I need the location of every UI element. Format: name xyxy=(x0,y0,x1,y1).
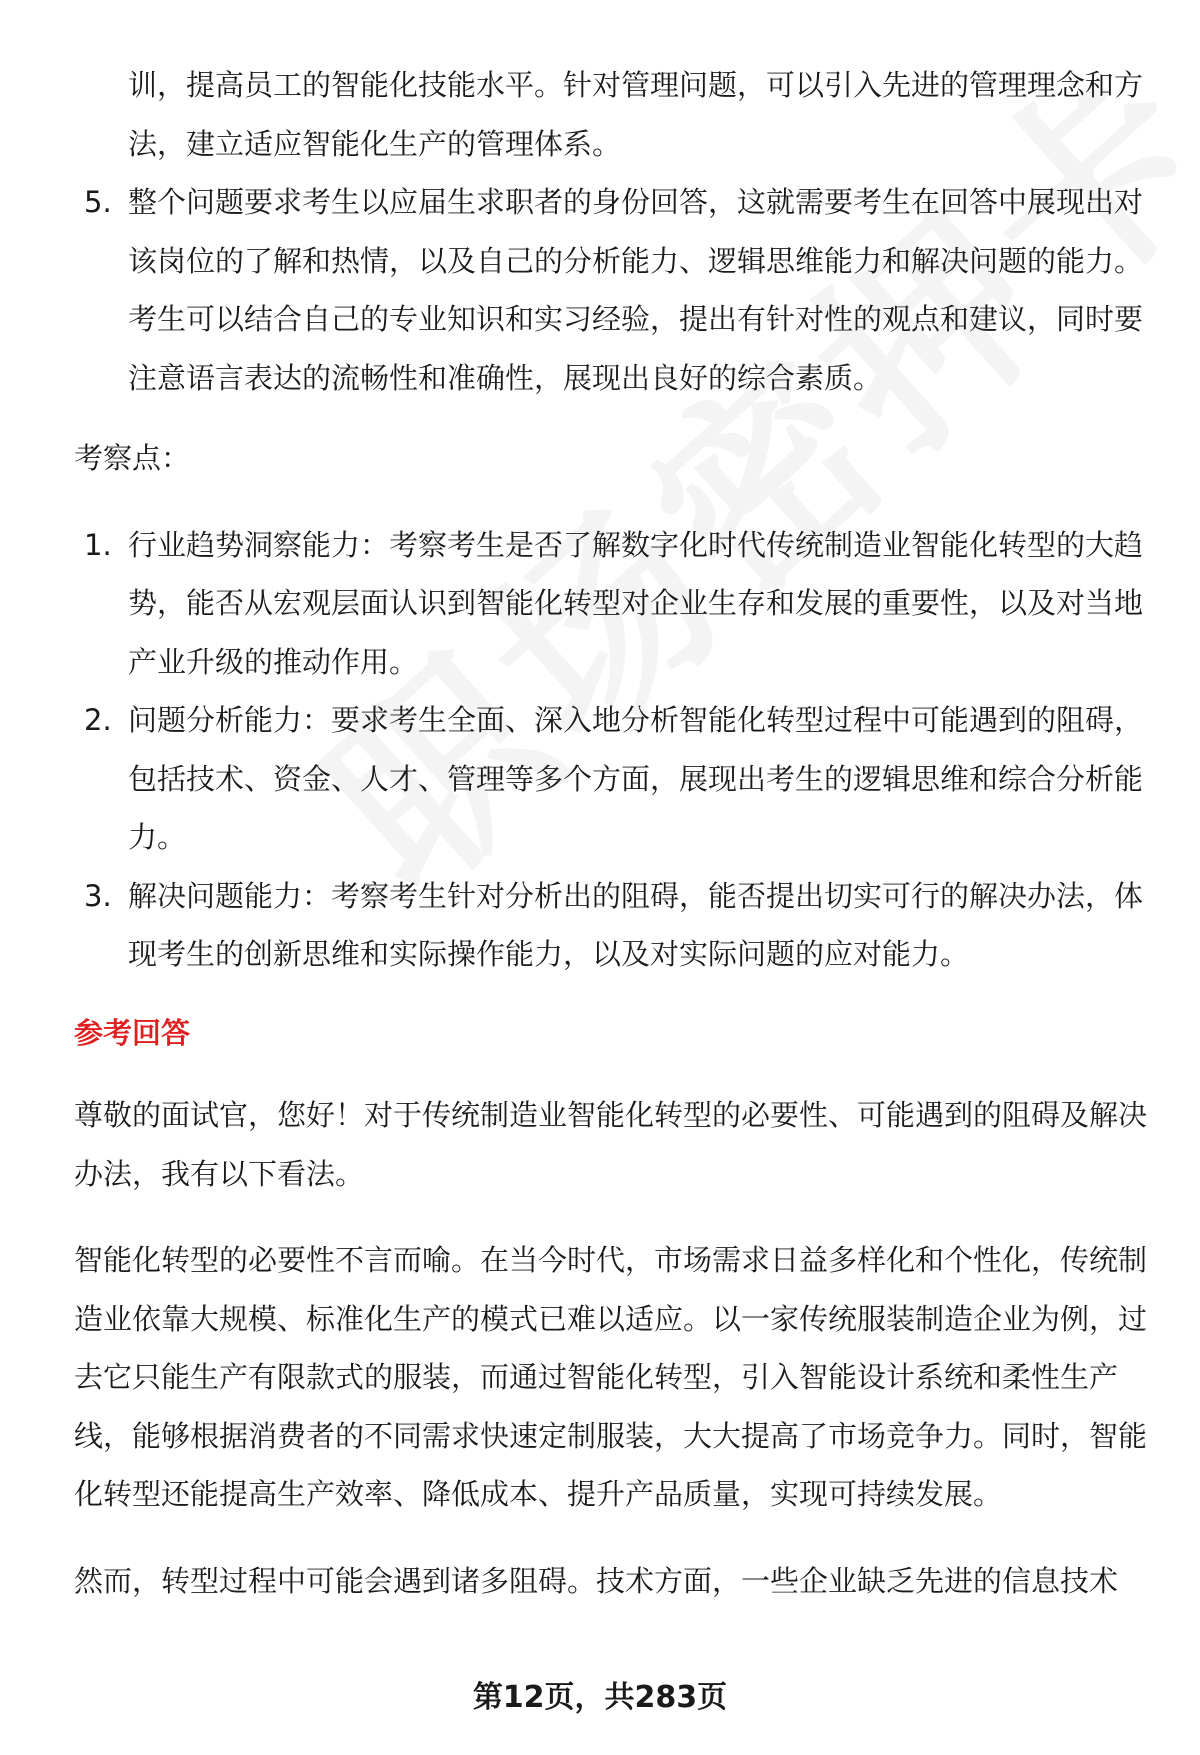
section-label-assessment: 考察点： xyxy=(74,441,191,475)
list-item-4-continuation: 训，提高员工的智能化技能水平。针对管理问题，可以引入先进的管理理念和方法，建立适应智能化生产的管理体系。 xyxy=(128,68,1144,161)
list-item xyxy=(74,691,1150,867)
list-text: 行业趋势洞察能力：考察考生是否了解数字化时代传统制造业智能化转型的大趋势，能否从宏观层面认识到智能化转型对企业生存和发展的重要性，以及对当地产业升级的推动作用。 xyxy=(128,527,1144,679)
list-item xyxy=(74,867,1150,984)
list-item-5 xyxy=(74,173,1150,407)
list-number: 3. xyxy=(84,878,112,913)
list-number: 2. xyxy=(84,703,112,737)
answer-paragraph: 智能化转型的必要性不言而喻。在当今时代，市场需求日益多样化和个性化，传统制造业依靠大规模、标准化生产的模式已难以适应。以一家传统服装制造企业为例，过去它只能生产有限款式的服装，而通过智能化转型，引入智能设计系统和柔性生产线，能够根据消费者的不同需求快速定制服装，大大提高了市场竞争力。同时，智能化转型还能提高生产效率、降低成本、提升产品质量，实现可持续发展。 xyxy=(74,1243,1148,1511)
list-item xyxy=(74,516,1150,692)
page-footer: 第12页，共283页 xyxy=(472,1680,728,1715)
document-content xyxy=(74,56,1150,1610)
list-text: 问题分析能力：要求考生全面、深入地分析智能化转型过程中可能遇到的阻碍，包括技术、资金、人才、管理等多个方面，展现出考生的逻辑思维和综合分析能力。 xyxy=(128,703,1144,854)
list-number: 1. xyxy=(84,527,112,562)
list-text: 整个问题要求考生以应届生求职者的身份回答，这就需要考生在回答中展现出对该岗位的了解和热情，以及自己的分析能力、逻辑思维能力和解决问题的能力。考生可以结合自己的专业知识和实习经验，提出有针对性的观点和建议，同时要注意语言表达的流畅性和准确性，展现出良好的综合素质。 xyxy=(128,185,1144,395)
answer-paragraph: 尊敬的面试官，您好！对于传统制造业智能化转型的必要性、可能遇到的阻碍及解决办法，我有以下看法。 xyxy=(74,1098,1148,1191)
assessment-points-list xyxy=(74,516,1150,984)
answer-paragraph: 然而，转型过程中可能会遇到诸多阻碍。技术方面，一些企业缺乏先进的信息技术 xyxy=(74,1563,1119,1598)
list-number: 5. xyxy=(84,185,112,219)
question-notes-list xyxy=(74,173,1150,407)
list-text: 解决问题能力：考察考生针对分析出的阻碍，能否提出切实可行的解决办法，体现考生的创新思维和实际操作能力，以及对实际问题的应对能力。 xyxy=(128,878,1144,971)
reference-answer-heading: 参考回答 xyxy=(74,1015,191,1050)
